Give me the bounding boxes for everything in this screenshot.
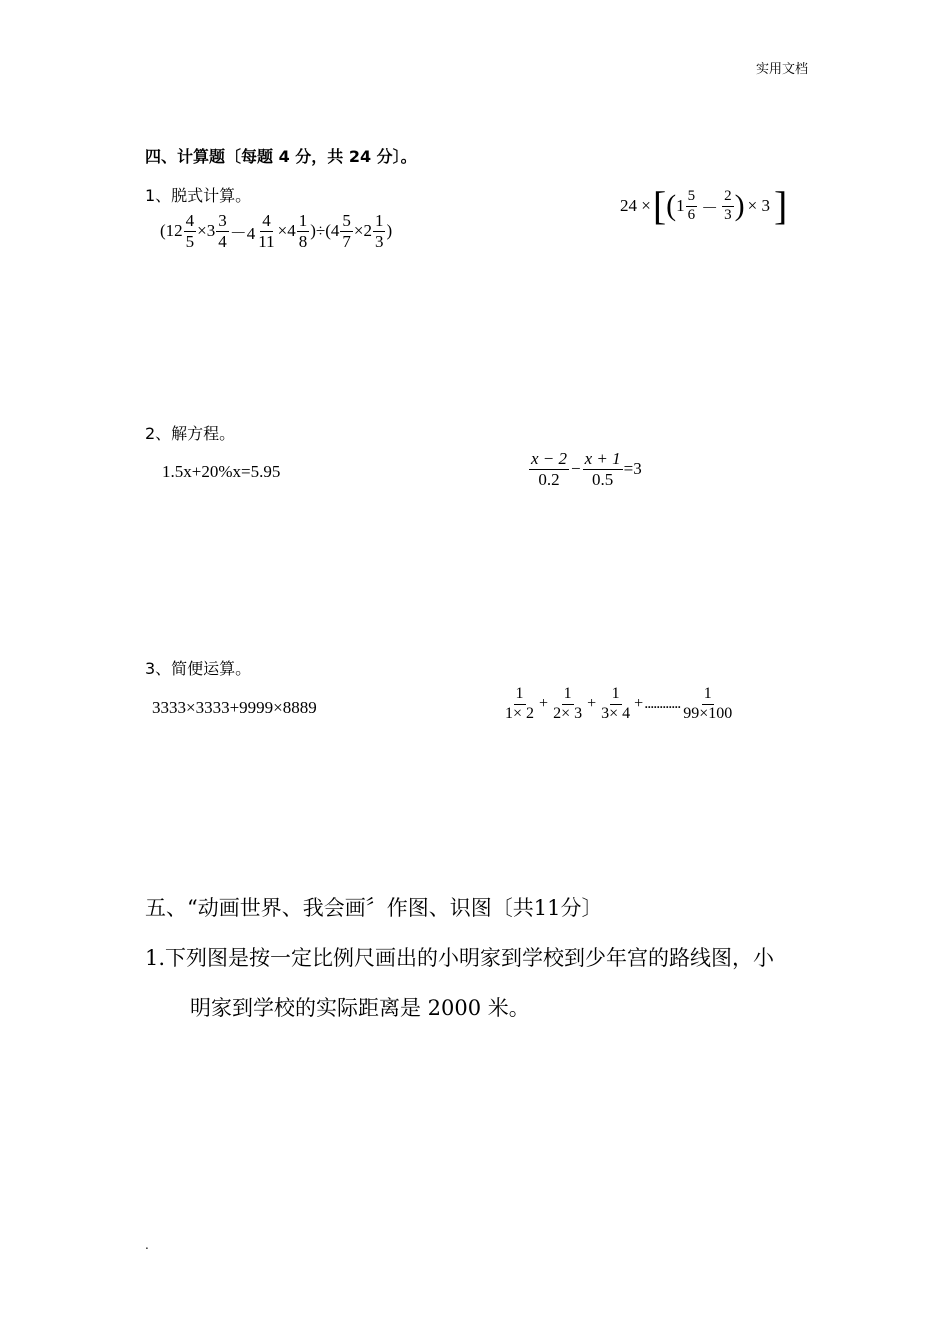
ellipsis-dots: ............ [644,695,681,713]
minus-sign: － [701,198,719,218]
fraction-1-8: $\frac{1}{8}$ [298,211,308,251]
fraction-x-minus-2-over-0.2: $\frac{x - 2}{0.2}$ [531,449,568,489]
times-three: × 3 [747,196,771,215]
fraction-x-plus-1-over-0.5: $\frac{x + 1}{0.5}$ [584,449,621,489]
q3-expression-1: 3333×3333+9999×8889 [152,698,317,717]
fraction-1-over-99x100: $\frac{1}{99\times 100}$ [683,685,733,722]
expr-term: －4 [229,223,256,243]
expr-term: )÷(4 [310,221,340,241]
equation-rhs: =3 [623,459,642,479]
fraction-2-3: $\frac{2}{3}$ [724,187,732,223]
fraction-1-over-2x3: $\frac{1}{2\times 3}$ [553,685,583,722]
expr-close: ) [386,221,393,241]
q2-label: 2、解方程。 [145,424,236,443]
mixed-whole: 1 [676,196,685,215]
left-paren: ( [666,189,677,222]
section5-item1-line1: 1.下列图是按一定比例尺画出的小明家到学校到少年宫的路线图，小 [145,946,775,970]
page-header-label: 实用文档 [755,62,808,77]
right-paren: ) [734,189,745,222]
footer-mark: . [145,1238,149,1252]
section5-item1-line2: 明家到学校的实际距离是 2000 米。 [190,996,530,1020]
fraction-1-over-3x4: $\frac{1}{3\times 4}$ [601,685,631,722]
q1-expression-2 [620,183,788,228]
q3-expression-2 [502,686,735,723]
q3-label: 3、简便运算。 [145,659,252,678]
fraction-5-7: $\frac{5}{7}$ [342,211,351,251]
left-bracket: [ [652,183,667,228]
plus-sign: + [634,695,644,713]
section5-title: 五、“动画世界、我会画〞作图、识图〔共11分〕 [145,896,603,920]
fraction-1-over-1x2: $\frac{1}{1\times 2}$ [505,685,535,722]
q2-equation-1: 1.5x+20%x=5.95 [162,462,281,481]
expr-lead: 24 × [620,196,651,215]
expr-term: ×3 [197,221,216,241]
q1-label: 1、脱式计算。 [145,186,252,205]
plus-sign: + [587,695,597,713]
fraction-1-3: $\frac{1}{3}$ [374,211,384,251]
fraction-4-11: $\frac{4}{11}$ [258,211,275,251]
expr-open: (12 [160,221,183,241]
q2-equation-2 [528,450,642,489]
expr-term: ×4 [277,221,296,241]
right-bracket: ] [774,183,788,228]
fraction-4-5: $\frac{4}{5}$ [185,211,195,251]
section4-title: 四、计算题〔每题 4 分，共 24 分〕。 [145,147,417,166]
fraction-5-6: $\frac{5}{6}$ [687,187,696,223]
plus-sign: + [539,695,549,713]
q1-expression-1 [160,212,392,251]
expr-term: ×2 [353,221,372,241]
minus-sign: − [571,459,581,479]
fraction-3-4: $\frac{3}{4}$ [218,211,227,251]
